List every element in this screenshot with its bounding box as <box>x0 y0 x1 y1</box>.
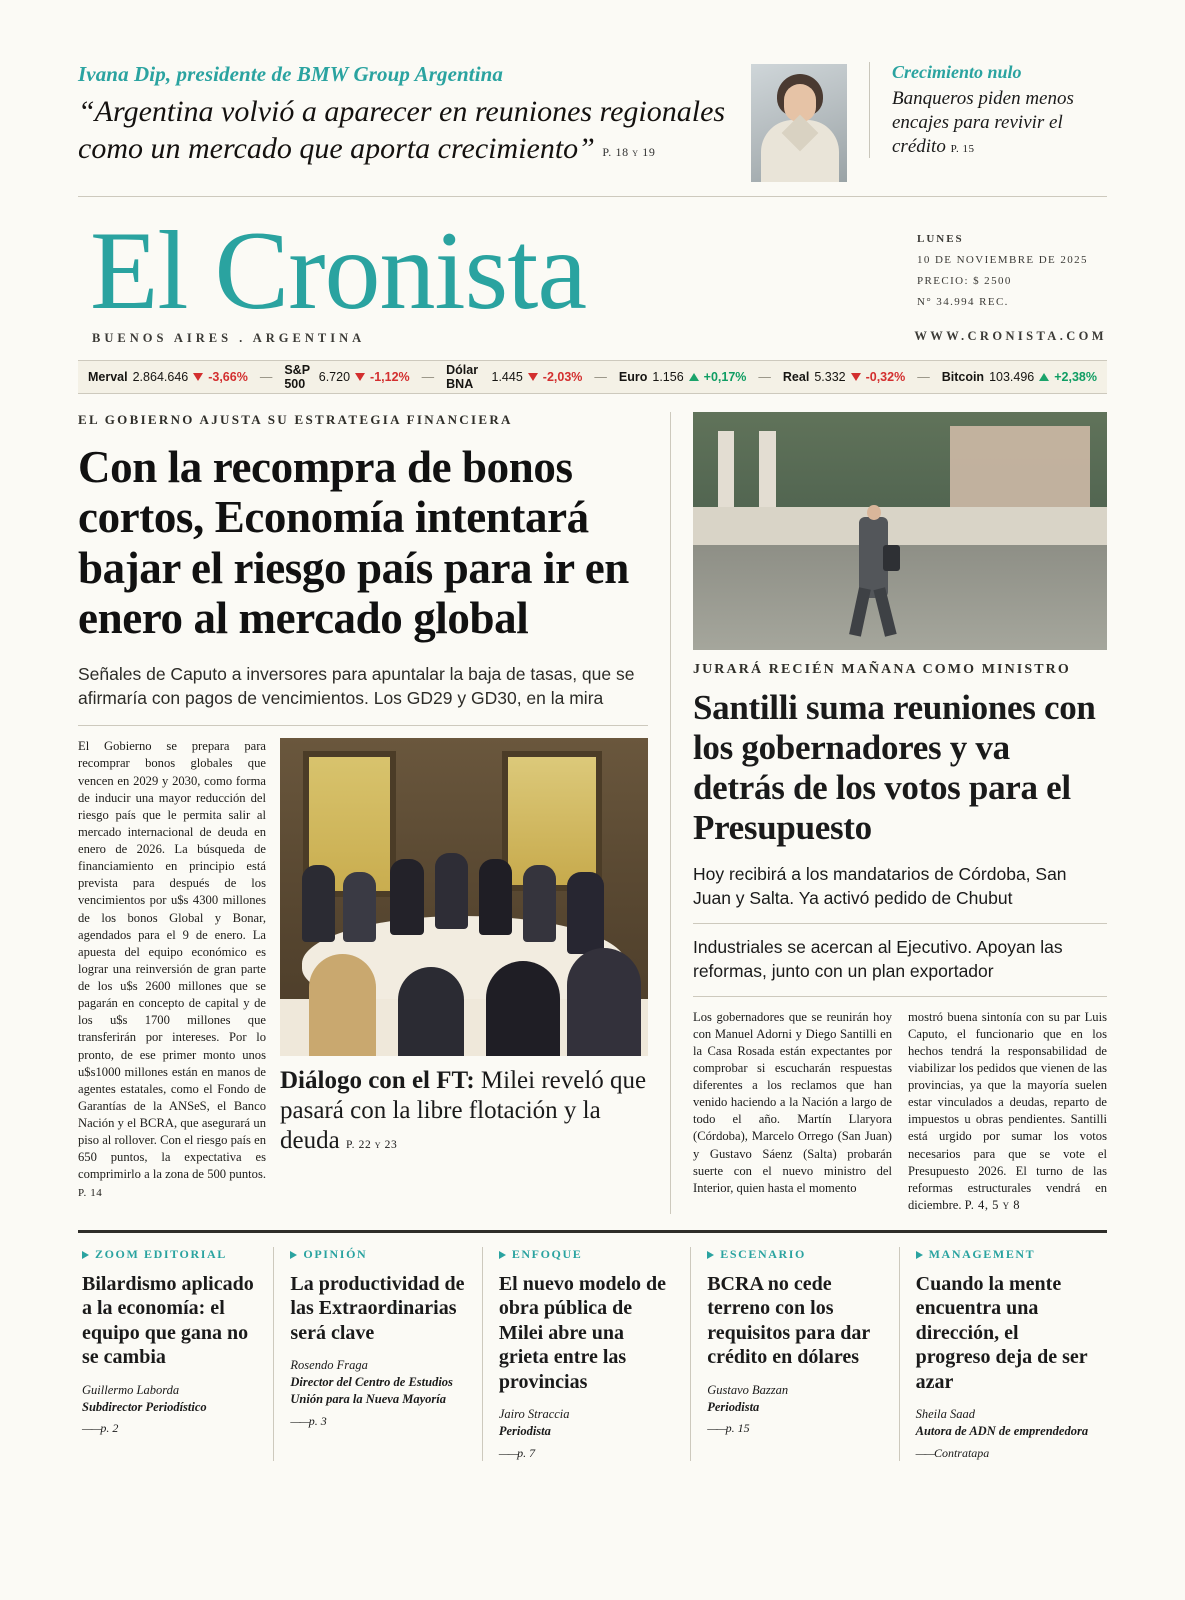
ticker-change: -0,32% <box>865 370 906 384</box>
triangle-right-icon <box>916 1251 923 1259</box>
top-teaser-side-text <box>892 87 1107 158</box>
opinion-column-management[interactable] <box>899 1247 1107 1461</box>
opinion-section-label <box>707 1247 882 1262</box>
top-teaser-side-body: Banqueros piden menos encajes para revivir el crédito <box>892 88 1074 157</box>
secondary-body <box>693 1009 1107 1215</box>
ticker-item-euro[interactable] <box>609 370 757 384</box>
lead-caption-bold: Diálogo con el FT: <box>280 1067 475 1095</box>
masthead-issue: N° 34.994 REC. <box>917 295 1009 308</box>
opinion-author <box>290 1357 465 1408</box>
arrow-up-icon <box>1039 373 1049 381</box>
opinion-section-label <box>82 1247 257 1262</box>
ticker-value: 6.720 <box>318 370 351 384</box>
opinion-author-name: Guillermo Laborda <box>82 1382 180 1397</box>
masthead-meta <box>917 215 1107 313</box>
lead-body-text <box>78 738 266 1200</box>
lead-subhead: Señales de Caputo a inversores para apuntalar la baja de tasas, que se afirmaría con pagos de vencimientos. Los GD29 y GD30, en la mira <box>78 662 648 727</box>
top-teaser-page: P. 18 y 19 <box>602 144 656 159</box>
ticker-name: Bitcoin <box>941 370 985 384</box>
opinion-title[interactable]: La productividad de las Extraordinarias será clave <box>290 1273 465 1344</box>
lead-photo-block <box>280 738 648 1200</box>
top-teaser-strip <box>78 0 1107 196</box>
opinion-column-escenario[interactable] <box>690 1247 898 1461</box>
opinion-author <box>916 1406 1091 1440</box>
opinion-title[interactable]: El nuevo modelo de obra pública de Milei abre una grieta entre las provincias <box>498 1273 667 1393</box>
ticker-change: -2,03% <box>542 370 583 384</box>
opinion-author-role: Periodista <box>498 1423 551 1438</box>
lead-photo <box>280 738 648 1056</box>
lead-kicker: EL GOBIERNO AJUSTA SU ESTRATEGIA FINANCIERA <box>78 412 513 427</box>
ticker-item-real[interactable] <box>773 370 915 384</box>
lead-headline[interactable]: Con la recompra de bonos cortos, Economía intentará bajar el riesgo país para ir en enero al mercado global <box>78 442 629 644</box>
opinion-section-label <box>916 1247 1091 1262</box>
lead-body-page: P. 14 <box>78 1186 103 1199</box>
ticker-separator: — <box>421 370 435 384</box>
arrow-up-icon <box>689 373 699 381</box>
opinion-author-name: Sheila Saad <box>915 1407 975 1422</box>
opinion-column-opinion[interactable] <box>273 1247 481 1461</box>
ticker-item-dolar-bna[interactable] <box>436 363 592 391</box>
opinion-section-text: ESCENARIO <box>720 1247 806 1262</box>
secondary-body-col2-text: mostró buena sintonía con su par Luis Caputo, el funcionario que en los hechos tendrá la responsabilidad de viabilizar los pedidos que vienen de las provincias, ya que la mayoría suelen estar vinculados a deudas, reparto de impuestos u obras pendientes. Santilli está urgido por sumar los votos necesarios para que se vote el Presupuesto 2026. El turno de las reformas estructurales vendrá en diciembre. <box>908 1009 1107 1212</box>
newspaper-logo[interactable]: El Cronista <box>90 209 587 333</box>
opinion-title[interactable]: BCRA no cede terreno con los requisitos para dar crédito en dólares <box>707 1273 870 1369</box>
top-teaser-side-kicker: Crecimiento nulo <box>892 62 1022 82</box>
ticker-name: Euro <box>618 370 648 384</box>
ticker-separator: — <box>917 370 930 384</box>
opinion-page: —— p. 7 <box>499 1446 674 1461</box>
masthead-website[interactable]: WWW.CRONISTA.COM <box>914 329 1107 343</box>
secondary-body-col1: Los gobernadores que se reunirán hoy con Manuel Adorni y Diego Santilli en la Casa Rosada están expectantes por comprobar si escucharán respuestas diferentes a los reclamos que han venido haciendo a la Nación a largo de todo el año. Martín Llaryora (Córdoba), Marcelo Orrego (San Juan) y Gustavo Sáenz (Salta) probarán suerte con el nuevo ministro del Interior, quien hasta el momento <box>693 1009 892 1195</box>
opinion-author-name: Gustavo Bazzan <box>707 1382 789 1397</box>
arrow-down-icon <box>193 373 203 381</box>
masthead-place: BUENOS AIRES . ARGENTINA <box>92 331 366 345</box>
opinion-column-enfoque[interactable] <box>482 1247 690 1461</box>
opinion-author-role: Director del Centro de Estudios Unión para la Nueva Mayoría <box>290 1375 453 1406</box>
opinion-page: —— p. 2 <box>82 1421 257 1436</box>
lead-story <box>78 412 670 1214</box>
ticker-name: Merval <box>88 370 128 384</box>
top-teaser-kicker: Ivana Dip, presidente de BMW Group Argentina <box>78 62 504 86</box>
opinion-author-role: Subdirector Periodístico <box>82 1399 207 1414</box>
masthead-day: LUNES <box>917 233 964 245</box>
ticker-name: Dólar BNA <box>446 363 479 391</box>
triangle-right-icon <box>290 1251 297 1259</box>
top-teaser-side[interactable] <box>869 62 1107 158</box>
ticker-item-merval[interactable] <box>78 370 258 384</box>
ticker-separator: — <box>594 370 607 384</box>
secondary-body-page: P. 4, 5 y 8 <box>964 1197 1021 1212</box>
market-ticker <box>78 360 1107 394</box>
ticker-value: 103.496 <box>989 370 1035 384</box>
lead-caption[interactable] <box>280 1066 648 1156</box>
opinion-author <box>499 1406 674 1440</box>
ticker-value: 5.332 <box>814 370 846 384</box>
lead-body-paragraph: El Gobierno se prepara para recomprar bonos globales que vencen en 2029 y 2030, como forma de inducir una mayor reducción del riesgo país que le permita salir al mercado internacional de deuda en enero de 2026. La búsqueda de financiamiento en principio está prevista para después de los vencimientos por u$s 4300 millones de los bonos Global y Bonar, agendados para el 9 de enero. La apuesta del equipo económico es lograr una reinversión de gran parte de los u$s 2600 millones que se pagarán en concepto de capital y de los u$s 1700 millones que transferirán por intereses. Por lo pronto, de ese primer monto unos u$s1000 millones están en manos de agentes estatales, como el Fondo de Garantías de la ANSeS, el Banco Nación y el BCRA, que asegurará un piso al rollover. Con el riesgo país en 650 puntos, la expectativa es comprimirlo a la zona de 500 puntos. <box>78 739 266 1182</box>
opinion-section-text: ENFOQUE <box>511 1247 583 1262</box>
ticker-value: 1.156 <box>652 370 684 384</box>
secondary-body-col2 <box>908 1009 1107 1215</box>
opinion-title[interactable]: Bilardismo aplicado a la economía: el equipo que gana no se cambia <box>82 1273 254 1369</box>
opinion-bar <box>78 1230 1107 1461</box>
ticker-change: -1,12% <box>370 370 410 384</box>
triangle-right-icon <box>82 1251 89 1259</box>
lead-caption-page: P. 22 y 23 <box>345 1139 398 1152</box>
ticker-change: +0,17% <box>703 370 747 384</box>
opinion-author <box>82 1382 257 1416</box>
secondary-photo <box>693 412 1107 650</box>
ticker-item-sp500[interactable] <box>274 363 419 391</box>
opinion-author-name: Rosendo Fraga <box>290 1358 368 1373</box>
opinion-author <box>707 1382 882 1416</box>
ticker-value: 2.864.646 <box>132 370 189 384</box>
opinion-section-text: OPINIÓN <box>303 1247 368 1262</box>
ticker-name: Real <box>782 370 810 384</box>
opinion-page: —— p. 3 <box>290 1414 465 1429</box>
secondary-kicker: JURARÁ RECIÉN MAÑANA COMO MINISTRO <box>693 662 1071 677</box>
opinion-section-label <box>499 1247 674 1262</box>
secondary-subhead: Hoy recibirá a los mandatarios de Córdoba, San Juan y Salta. Ya activó pedido de Chubut <box>693 862 1107 924</box>
opinion-section-text: MANAGEMENT <box>928 1247 1036 1262</box>
triangle-right-icon <box>707 1251 714 1259</box>
arrow-down-icon <box>851 373 861 381</box>
ticker-separator: — <box>259 370 273 384</box>
opinion-section-label <box>290 1247 465 1262</box>
top-teaser-headline <box>78 94 735 167</box>
opinion-column-zoom-editorial[interactable] <box>78 1247 273 1461</box>
arrow-down-icon <box>528 373 538 381</box>
lead-caption-rest: Milei reveló que pasará con la libre flotación y la deuda <box>280 1067 647 1155</box>
ticker-name: S&P 500 <box>284 363 310 391</box>
masthead-price: PRECIO: $ 2500 <box>917 274 1012 287</box>
main-content <box>78 412 1107 1214</box>
opinion-section-text: ZOOM EDITORIAL <box>95 1247 227 1262</box>
secondary-headline[interactable]: Santilli suma reuniones con los gobernadores y va detrás de los votos para el Presupuesto <box>693 688 1096 847</box>
opinion-author-role: Periodista <box>707 1399 760 1414</box>
ticker-change: -3,66% <box>208 370 248 384</box>
masthead <box>78 197 1107 333</box>
triangle-right-icon <box>499 1251 506 1259</box>
opinion-page: —— Contratapa <box>916 1446 1091 1461</box>
top-teaser-main[interactable] <box>78 62 751 167</box>
opinion-author-name: Jairo Straccia <box>498 1407 570 1422</box>
ticker-change: +2,38% <box>1054 370 1097 384</box>
top-teaser-side-page: P. 15 <box>950 142 975 155</box>
opinion-author-role: Autora de ADN de emprendedora <box>915 1423 1089 1438</box>
top-teaser-headline-text: “Argentina volvió a aparecer en reuniones regionales como un mercado que aporta crecimiento” <box>78 95 726 165</box>
ticker-item-bitcoin[interactable] <box>932 370 1107 384</box>
top-teaser-portrait <box>751 64 847 182</box>
arrow-down-icon <box>355 373 365 381</box>
masthead-date: 10 DE NOVIEMBRE DE 2025 <box>917 253 1088 266</box>
ticker-separator: — <box>758 370 771 384</box>
ticker-value: 1.445 <box>491 370 523 384</box>
opinion-page: —— p. 15 <box>707 1421 882 1436</box>
secondary-story <box>670 412 1107 1214</box>
secondary-subhead-2: Industriales se acercan al Ejecutivo. Apoyan las reformas, junto con un plan exportador <box>693 924 1107 997</box>
opinion-title[interactable]: Cuando la mente encuentra una dirección, el progreso deja de ser azar <box>915 1273 1088 1393</box>
